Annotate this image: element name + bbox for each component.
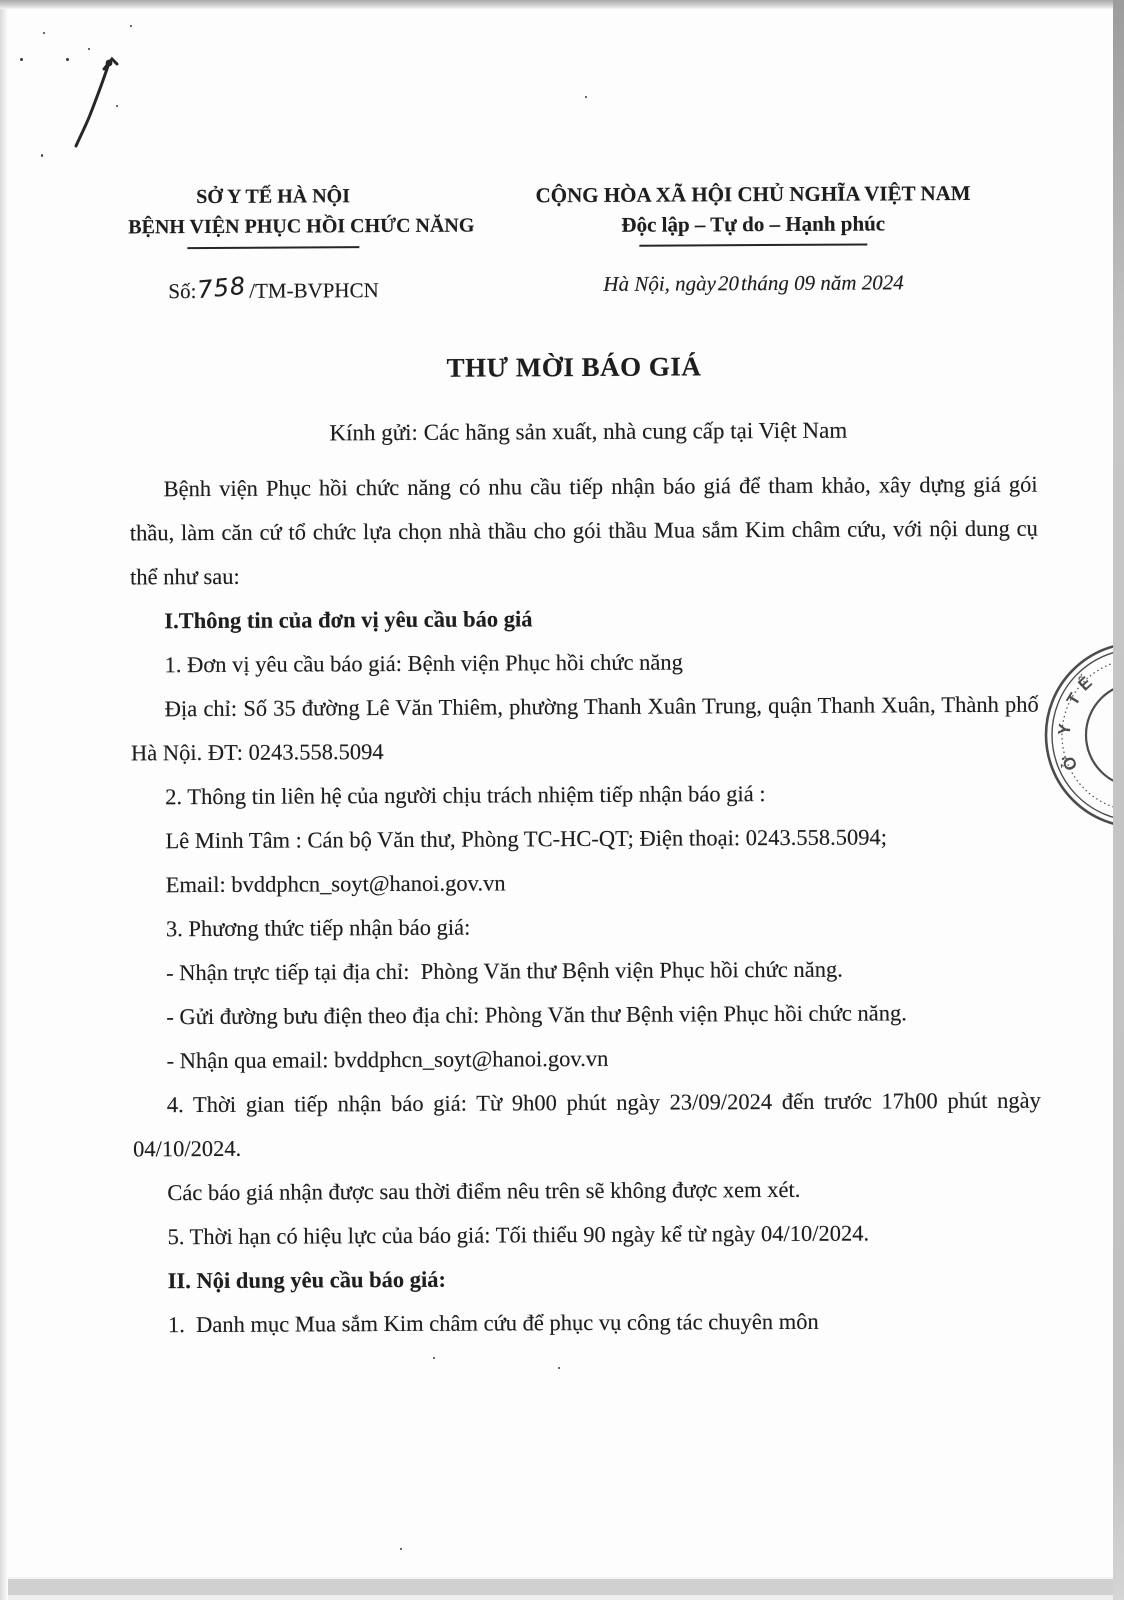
document-number <box>128 271 418 305</box>
paragraph-item-list: 1. Danh mục Mua sắm Kim châm cứu để phục vụ công tác chuyên môn <box>167 1308 819 1338</box>
paragraph-method-post: - Gửi đường bưu điện theo địa chỉ: Phòng Văn thư Bệnh viện Phục hồi chức năng. <box>166 1000 907 1030</box>
ink-speck <box>20 58 23 61</box>
scan-edge-right <box>1113 0 1124 1600</box>
paragraph-validity: 5. Thời hạn có hiệu lực của báo giá: Tối thiểu 90 ngày kể từ ngày 04/10/2024. <box>167 1220 870 1250</box>
hospital-name: BỆNH VIỆN PHỤC HỒI CHỨC NĂNG <box>128 214 475 239</box>
date-suffix: tháng 09 năm 2024 <box>740 270 904 296</box>
scan-edge-bottom <box>0 1574 1124 1600</box>
document-number-label: Số: <box>168 279 197 304</box>
paragraph-deadline: 4. Thời gian tiếp nhận báo giá: Từ 9h00 phút ngày 23/09/2024 đến trước 17h00 phút ngày 04/10/2024. <box>133 1087 1041 1162</box>
header-right-rule <box>639 244 867 247</box>
document-number-handwritten: 758 <box>196 271 248 305</box>
document-header <box>128 178 1037 305</box>
section-heading-1: I.Thông tin của đơn vị yêu cầu báo giá <box>164 606 533 634</box>
paragraph-late-note: Các báo giá nhận được sau thời điểm nêu trên sẽ không được xem xét. <box>167 1176 801 1206</box>
document-content <box>128 178 1042 1348</box>
paragraph-intro: Bệnh viện Phục hồi chức năng có nhu cầu tiếp nhận báo giá để tham khảo, xây dựng giá gói thầu, làm căn cứ tổ chức lựa chọn nhà thầu cho gói thầu Mua sắm Kim châm cứu, với nội dung cụ thể như sau: <box>129 471 1038 590</box>
stamp-text: Ở Y TẾ <box>1054 668 1101 773</box>
ink-speck <box>585 96 587 98</box>
date-prefix: Hà Nội, ngày <box>603 271 717 296</box>
ink-speck <box>43 32 45 34</box>
issuing-agency-block <box>128 181 475 305</box>
ink-speck <box>66 58 69 61</box>
section-heading-2: II. Nội dung yêu cầu báo giá: <box>167 1266 447 1294</box>
pen-mark <box>60 50 124 162</box>
paragraph-contact-heading: 2. Thông tin liên hệ của người chịu trách nhiệm tiếp nhận báo giá : <box>165 781 766 810</box>
paragraph-contact-person: Lê Minh Tâm : Cán bộ Văn thư, Phòng TC-HC-QT; Điện thoại: 0243.558.5094; <box>165 824 888 854</box>
scan-edge-left <box>0 0 8 1600</box>
ink-speck <box>88 48 90 50</box>
ink-speck <box>41 154 43 157</box>
header-left-rule <box>187 246 359 249</box>
national-motto: Độc lập – Tự do – Hạnh phúc <box>621 211 886 237</box>
paragraph-method-email: - Nhận qua email: bvddphcn_soyt@hanoi.gov.vn <box>166 1045 609 1074</box>
date-day-handwritten: 20 <box>717 271 740 296</box>
circular-stamp-icon <box>1018 640 1115 835</box>
ink-speck <box>433 1357 435 1359</box>
parent-agency-name: SỞ Y TẾ HÀ NỘI <box>196 185 351 209</box>
paragraph-method-direct: - Nhận trực tiếp tại địa chỉ: Phòng Văn thư Bệnh viện Phục hồi chức năng. <box>166 956 843 986</box>
document-body <box>129 463 1042 1348</box>
paragraph-unit: 1. Đơn vị yêu cầu báo giá: Bệnh viện Phục hồi chức năng <box>164 649 683 678</box>
ink-speck <box>116 105 118 107</box>
ink-speck <box>400 1548 402 1550</box>
paragraph-contact-email: Email: bvddphcn_soyt@hanoi.gov.vn <box>165 870 506 898</box>
paragraph-method-heading: 3. Phương thức tiếp nhận báo giá: <box>165 914 471 942</box>
paragraph-address: Địa chỉ: Số 35 đường Lê Văn Thiêm, phường Thanh Xuân Trung, quận Thanh Xuân, Thành phố Hà Nội. ĐT: 0243.558.5094 <box>130 691 1039 766</box>
ink-speck <box>558 1367 560 1369</box>
page-title: THƯ MỜI BÁO GIÁ <box>446 351 702 383</box>
national-motto-block <box>516 178 991 297</box>
national-title: CỘNG HÒA XÃ HỘI CHỦ NGHĨA VIỆT NAM <box>535 180 971 208</box>
scan-edge-top <box>0 0 1124 9</box>
greeting-line: Kính gửi: Các hãng sản xuất, nhà cung cấp tại Việt Nam <box>329 417 848 446</box>
document-number-suffix: /TM-BVPHCN <box>249 278 379 303</box>
ink-speck <box>130 25 132 27</box>
place-date-line <box>516 270 990 297</box>
